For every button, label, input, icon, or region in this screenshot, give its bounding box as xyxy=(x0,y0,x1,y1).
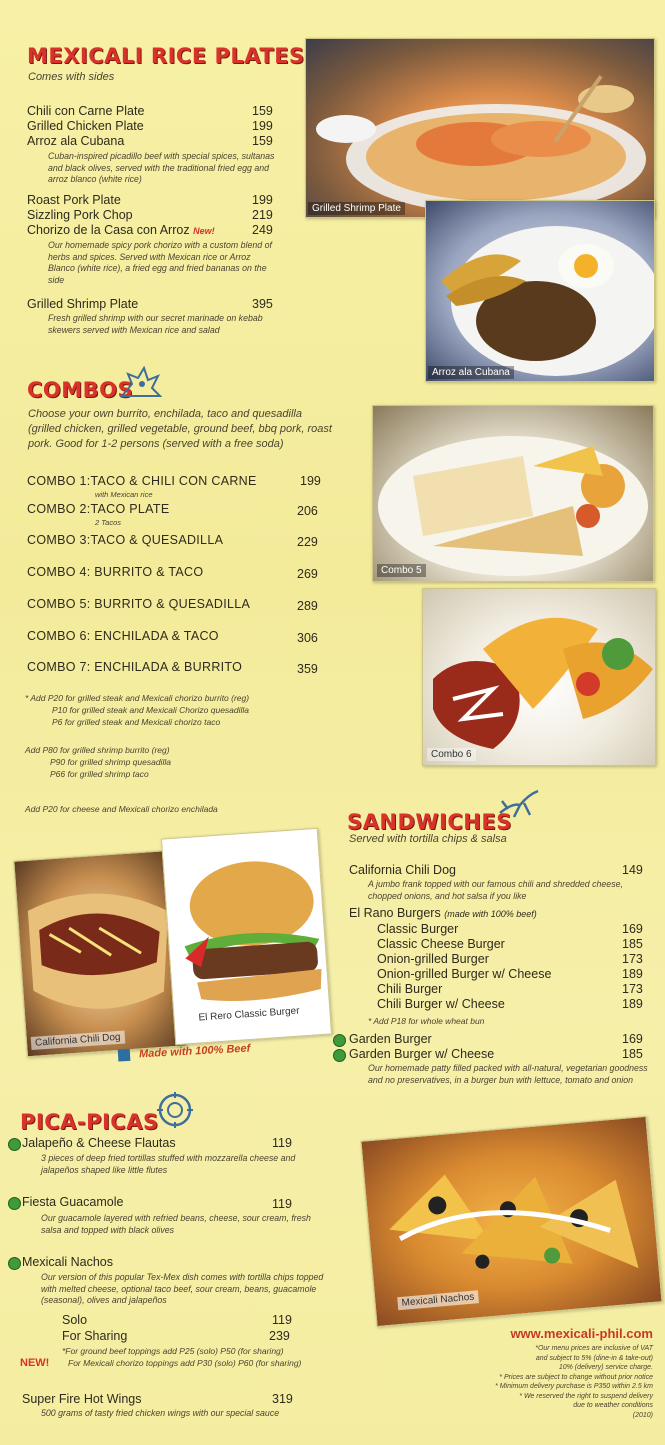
menu-item-name: Classic Cheese Burger xyxy=(377,937,505,951)
menu-item-price: 185 xyxy=(622,937,643,951)
nachos-illustration xyxy=(361,1117,661,1326)
menu-item-price: 189 xyxy=(622,967,643,981)
combo-item-note: with Mexican rice xyxy=(95,490,153,499)
made-with-text: Made with 100% Beef xyxy=(138,1042,251,1061)
aztec-sun-icon xyxy=(155,1090,195,1130)
new-badge: NEW! xyxy=(20,1357,50,1369)
menu-item-desc: Our version of this popular Tex-Mex dish comes with tortilla chips topped with melted cheese, optional taco beef, sour cream, beans, guacamole (seasonal), olives and jalapeños xyxy=(41,1272,324,1305)
photo-caption: California Chili Dog xyxy=(31,1031,125,1050)
topping-note: For Mexicali chorizo toppings add P30 (solo) P60 (for sharing) xyxy=(68,1358,302,1368)
combo-item-price: 229 xyxy=(297,535,318,549)
wheat-bun-note: * Add P18 for whole wheat bun xyxy=(368,1016,485,1026)
menu-item-name: Grilled Chicken Plate xyxy=(27,119,144,133)
combo-addon-note: Add P20 for cheese and Mexicali chorizo enchilada xyxy=(25,804,218,814)
menu-item-name: Arroz ala Cubana xyxy=(27,134,125,148)
photo-caption: Mexicali Nachos xyxy=(397,1290,479,1310)
combo-item-price: 306 xyxy=(297,631,318,645)
photo-caption: Arroz ala Cubana xyxy=(428,366,514,379)
combo-item-name: COMBO 3:TACO & QUESADILLA xyxy=(27,533,224,547)
vegetarian-leaf-icon xyxy=(8,1257,21,1270)
menu-item-name: Classic Burger xyxy=(377,922,459,936)
aztec-bird-icon xyxy=(118,366,162,402)
menu-item-desc: Cuban-inspired picadillo beef with special spices, sultanas and black olives, served with the traditional fried egg and arroz blanco (white rice) xyxy=(48,151,275,184)
combo-item-note: 2 Tacos xyxy=(95,518,121,527)
combo-item-price: 359 xyxy=(297,662,318,676)
combo-item-name: COMBO 2:TACO PLATE xyxy=(27,502,170,516)
menu-item-price: 219 xyxy=(252,208,273,222)
cow-icon xyxy=(118,1049,131,1062)
vegetarian-leaf-icon xyxy=(333,1034,346,1047)
photo-chili-dog xyxy=(13,850,186,1058)
menu-item-price: 169 xyxy=(622,922,643,936)
menu-item-label: Chorizo de la Casa con Arroz xyxy=(27,223,190,237)
menu-item-name: California Chili Dog xyxy=(349,863,456,877)
portion-label: For Sharing xyxy=(62,1329,128,1343)
vegetarian-leaf-icon xyxy=(333,1049,346,1062)
menu-item-price: 185 xyxy=(622,1047,643,1061)
menu-item-name: Chili Burger xyxy=(377,982,443,996)
photo-grilled-shrimp xyxy=(305,38,655,218)
menu-item-price: 249 xyxy=(252,223,273,237)
menu-item-name: Jalapeño & Cheese Flautas xyxy=(22,1136,176,1150)
menu-item-price: 149 xyxy=(622,863,643,877)
new-badge: New! xyxy=(193,226,215,236)
fineprint-line: * Minimum delivery purchase is P350 within 2.5 km xyxy=(495,1383,653,1390)
rice-plates-subtitle: Comes with sides xyxy=(28,71,115,83)
menu-item-name: Onion-grilled Burger w/ Cheese xyxy=(377,967,552,981)
menu-item-price: 119 xyxy=(272,1136,292,1150)
combos-title: COMBOS xyxy=(27,378,134,402)
fineprint-line: (2010) xyxy=(632,1411,653,1419)
fineprint-line: * We reserved the right to suspend delivery xyxy=(519,1392,653,1400)
menu-item-price: 319 xyxy=(272,1392,293,1406)
photo-combo-6 xyxy=(422,588,656,766)
portion-label: Solo xyxy=(62,1313,88,1327)
menu-item-price: 199 xyxy=(252,193,273,207)
vegetarian-leaf-icon xyxy=(8,1197,21,1210)
menu-item-price: 119 xyxy=(272,1197,292,1211)
menu-item-desc: 3 pieces of deep fried tortillas stuffed with mozzarella cheese and jalapeños shaped like little flutes xyxy=(41,1153,296,1175)
menu-item-desc: Our homemade patty filled packed with all-natural, vegetarian goodness and no preservatives, in a burger bun with lettuce, tomato and onion xyxy=(368,1063,648,1085)
vegetarian-leaf-icon xyxy=(8,1138,21,1151)
photo-combo-5 xyxy=(372,405,654,582)
menu-item-name xyxy=(27,223,215,237)
combo-item-name: COMBO 1:TACO & CHILI CON CARNE xyxy=(27,474,257,488)
fineprint-line: *Our menu prices are inclusive of VAT xyxy=(535,1345,653,1352)
menu-item-desc: A jumbo frank topped with our famous chili and shredded cheese, chopped onions, and hot salsa if you like xyxy=(368,879,623,901)
menu-item-desc: Our homemade spicy pork chorizo with a custom blend of herbs and spices. Served with Mexican rice or Arroz Blanco (white rice), a fried egg and fried bananas on the side xyxy=(48,240,272,285)
menu-item-name: Roast Pork Plate xyxy=(27,193,121,207)
combo-item-name: COMBO 7: ENCHILADA & BURRITO xyxy=(27,660,243,674)
combo-item-name: COMBO 5: BURRITO & QUESADILLA xyxy=(27,597,251,611)
lizard-icon xyxy=(494,783,544,821)
menu-item-desc: 500 grams of tasty fried chicken wings with our special sauce xyxy=(41,1408,280,1418)
shrimp-illustration xyxy=(306,39,654,217)
burgers-note: (made with 100% beef) xyxy=(444,909,537,919)
menu-item-name: Grilled Shrimp Plate xyxy=(27,297,139,311)
menu-item-desc: Our guacamole layered with refried beans, cheese, sour cream, fresh salsa and topped with black olives xyxy=(41,1213,311,1235)
menu-item-price: 169 xyxy=(622,1032,643,1046)
combo-addon-note: P6 for grilled steak and Mexicali chorizo taco xyxy=(52,717,221,727)
menu-item-price: 173 xyxy=(622,982,643,996)
menu-item-name: Garden Burger xyxy=(349,1032,432,1046)
combo-item-name: COMBO 4: BURRITO & TACO xyxy=(27,565,204,579)
burgers-heading xyxy=(349,906,537,920)
fineprint-block xyxy=(495,1344,653,1420)
menu-item-name: Super Fire Hot Wings xyxy=(22,1392,142,1406)
cubana-illustration xyxy=(426,201,654,381)
fineprint-line: and subject to 5% (dine-in & take-out) xyxy=(535,1354,653,1362)
menu-item-name: Chili con Carne Plate xyxy=(27,104,145,118)
menu-item-desc: Fresh grilled shrimp with our secret marinade on kebab skewers served with Mexican rice and salad xyxy=(48,313,263,335)
combo5-illustration xyxy=(373,406,653,581)
menu-item-price: 199 xyxy=(252,119,273,133)
burgers-heading-label: El Rano Burgers xyxy=(349,906,441,920)
website-link[interactable]: www.mexicali-phil.com xyxy=(510,1326,653,1341)
photo-burger xyxy=(161,828,332,1045)
menu-item-name: Sizzling Pork Chop xyxy=(27,208,133,222)
sandwiches-subtitle: Served with tortilla chips & salsa xyxy=(349,833,507,845)
combo-addon-note: P10 for grilled steak and Mexicali Chorizo quesadilla xyxy=(52,705,250,715)
photo-arroz-cubana xyxy=(425,200,655,382)
combo-addon-note: * Add P20 for grilled steak and Mexicali chorizo burrito (reg) xyxy=(25,693,250,703)
combo-item-price: 199 xyxy=(300,474,321,488)
photo-caption: Combo 5 xyxy=(377,564,426,577)
combo-item-price: 206 xyxy=(297,504,318,518)
menu-item-name: Mexicali Nachos xyxy=(22,1255,114,1269)
sandwiches-title: SANDWICHES xyxy=(347,810,512,834)
combo-addon-note: P90 for grilled shrimp quesadilla xyxy=(50,757,171,767)
combo-addon-note: Add P80 for grilled shrimp burrito (reg) xyxy=(25,745,170,755)
rice-plates-title: MEXICALI RICE PLATES xyxy=(27,44,305,68)
menu-item-name: Garden Burger w/ Cheese xyxy=(349,1047,495,1061)
menu-item-price: 119 xyxy=(272,1313,292,1327)
menu-item-name: Onion-grilled Burger xyxy=(377,952,489,966)
menu-item-price: 189 xyxy=(622,997,643,1011)
menu-item-price: 173 xyxy=(622,952,643,966)
menu-item-price: 159 xyxy=(252,134,273,148)
combo6-illustration xyxy=(423,589,655,765)
photo-nachos xyxy=(360,1116,662,1327)
combos-subtitle: Choose your own burrito, enchilada, taco and quesadilla (grilled chicken, grilled vegetable, ground beef, bbq pork, roast pork. Good for 1-2 persons (served with a free soda) xyxy=(28,408,332,450)
photo-caption: Combo 6 xyxy=(427,748,476,761)
combo-item-price: 269 xyxy=(297,567,318,581)
menu-item-price: 239 xyxy=(269,1329,290,1343)
pica-picas-title: PICA-PICAS xyxy=(20,1110,159,1134)
chilidog-illustration xyxy=(14,851,185,1057)
menu-item-name: Chili Burger w/ Cheese xyxy=(377,997,505,1011)
fineprint-line: * Prices are subject to change without prior notice xyxy=(499,1373,653,1381)
combo-item-price: 289 xyxy=(297,599,318,613)
combo-addon-note: P66 for grilled shrimp taco xyxy=(50,769,149,779)
menu-item-name: Fiesta Guacamole xyxy=(22,1195,124,1209)
combo-item-name: COMBO 6: ENCHILADA & TACO xyxy=(27,629,219,643)
photo-caption: El Rero Classic Burger xyxy=(198,1005,300,1024)
fineprint-line: 10% (delivery) service charge. xyxy=(558,1364,653,1371)
fineprint-line: due to weather conditions xyxy=(573,1402,653,1409)
menu-item-price: 395 xyxy=(252,297,273,311)
menu-item-price: 159 xyxy=(252,104,273,118)
topping-note: *For ground beef toppings add P25 (solo) P50 (for sharing) xyxy=(62,1346,284,1356)
photo-caption: Grilled Shrimp Plate xyxy=(308,202,405,215)
